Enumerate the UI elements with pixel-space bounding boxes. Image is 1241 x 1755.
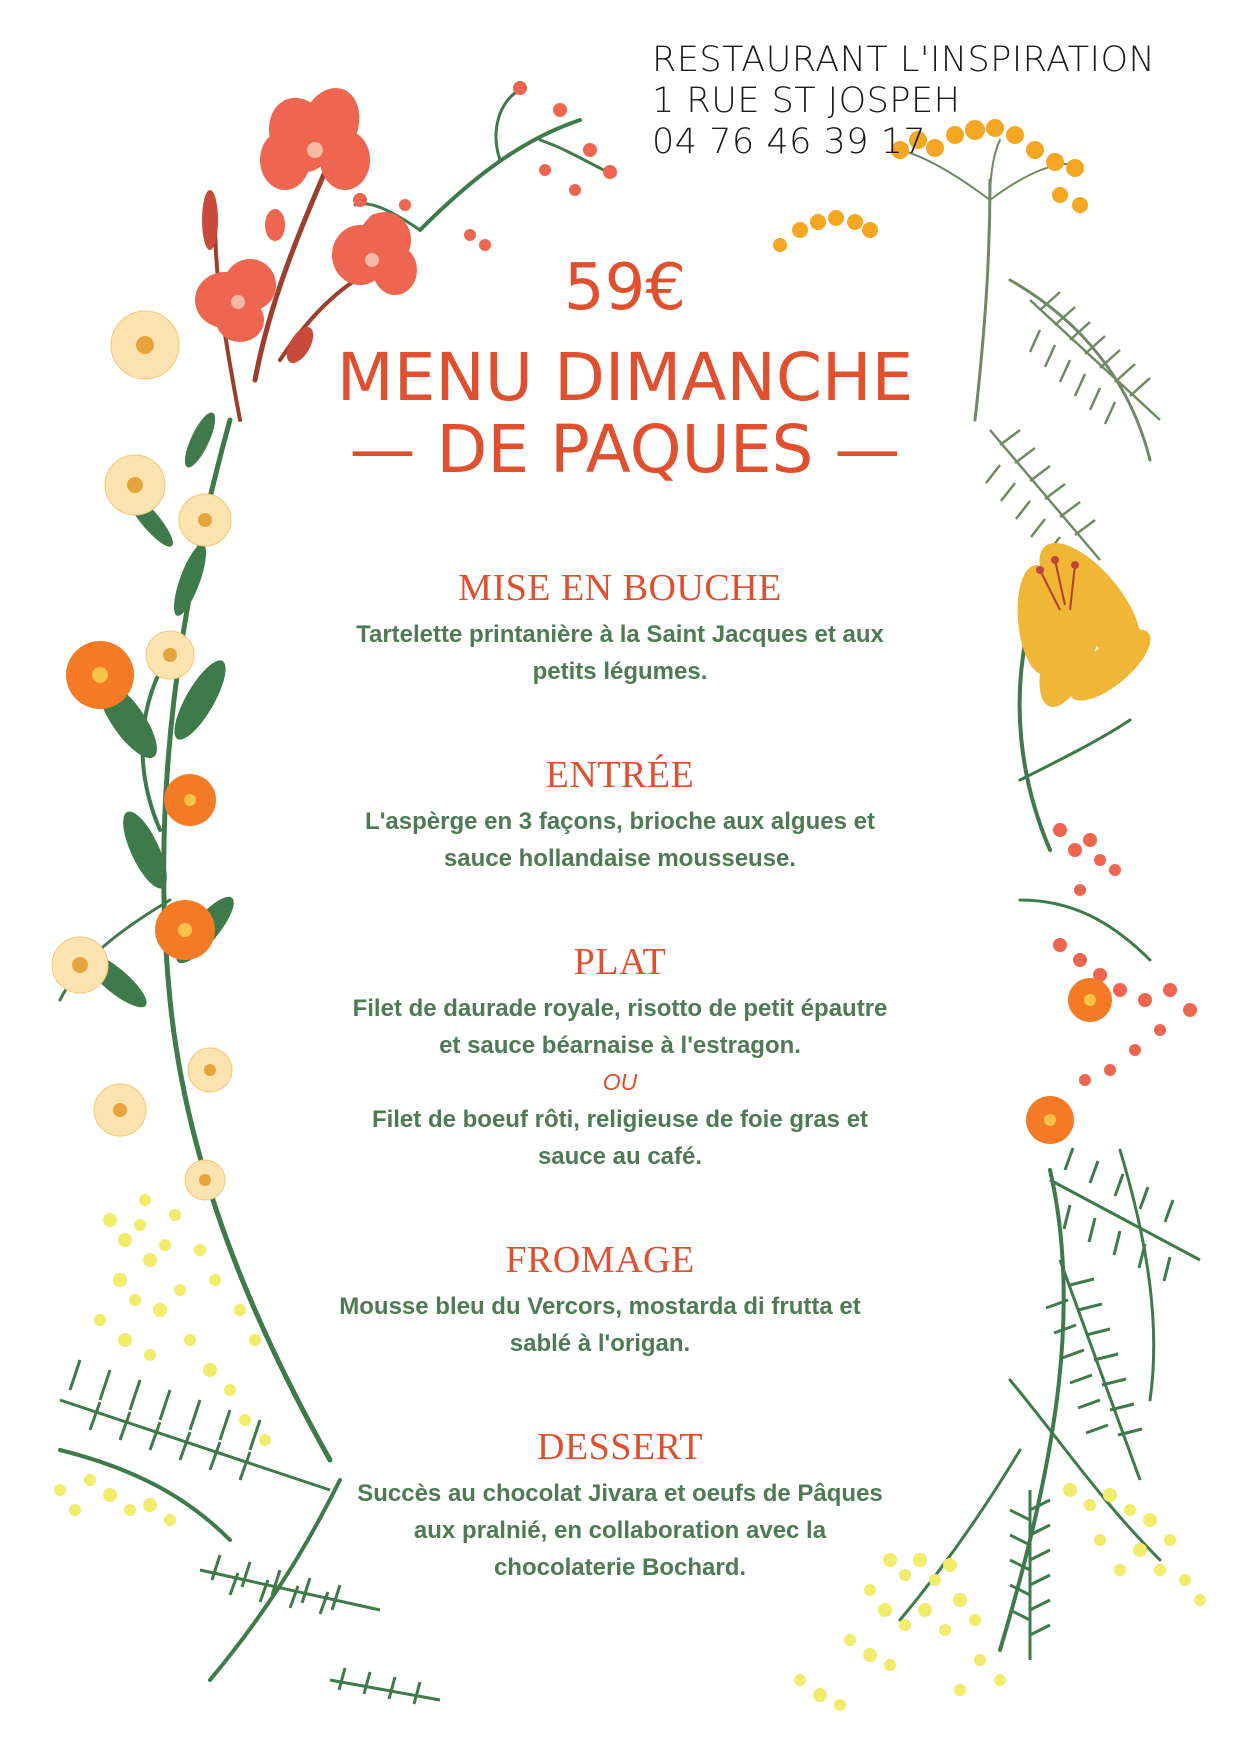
restaurant-info [652, 40, 1155, 163]
section-mise-en-bouche [290, 566, 950, 690]
dish-line: chocolaterie Bochard. [493, 1554, 747, 1581]
option-separator: OU [602, 1069, 638, 1095]
dish-line: Filet de boeuf rôti, religieuse de foie gras et [371, 1106, 869, 1133]
dish-line: Tartelette printanière à la Saint Jacques et aux [356, 621, 884, 648]
left-mimosa [54, 1194, 271, 1526]
section-entree [290, 753, 950, 877]
menu-title-line1: MENU DIMANCHE [336, 339, 914, 416]
right-coral-buds [1053, 823, 1197, 1086]
section-title: MISE EN BOUCHE [458, 567, 782, 609]
dish-line: Succès au chocolat Jivara et oeufs de Pâques [357, 1480, 883, 1507]
section-fromage [270, 1238, 930, 1362]
dish-line: Mousse bleu du Vercors, mostarda di frutta et [339, 1293, 861, 1320]
dish-line: sablé à l'origan. [509, 1330, 691, 1357]
section-title: PLAT [573, 941, 667, 983]
dish-line: L'aspèrge en 3 façons, brioche aux algues et [365, 808, 875, 835]
restaurant-phone: 04 76 46 39 17 [652, 122, 927, 162]
section-title: DESSERT [537, 1426, 703, 1468]
dish-line: Filet de daurade royale, risotto de petit épautre [352, 995, 888, 1022]
menu-price: 59€ [563, 251, 687, 325]
right-pine-fronds [986, 292, 1160, 560]
dish-line: petits légumes. [532, 658, 708, 685]
dish-line: sauce au café. [537, 1143, 703, 1170]
section-title: ENTRÉE [545, 754, 695, 796]
section-dessert [290, 1425, 950, 1586]
restaurant-name: RESTAURANT L'INSPIRATION [652, 40, 1156, 80]
restaurant-address: 1 RUE ST JOSPEH [652, 81, 961, 121]
right-orange-flowers [1026, 978, 1112, 1144]
section-title: FROMAGE [505, 1239, 695, 1281]
dish-line: aux pralnié, en collaboration avec la [413, 1517, 827, 1544]
section-plat [290, 940, 950, 1175]
menu-title-line2: — DE PAQUES — [349, 411, 901, 488]
right-lily [1013, 527, 1161, 714]
dish-line: sauce hollandaise mousseuse. [443, 845, 797, 872]
right-ferns [1010, 1148, 1200, 1660]
dish-line: et sauce béarnaise à l'estragon. [439, 1032, 801, 1059]
